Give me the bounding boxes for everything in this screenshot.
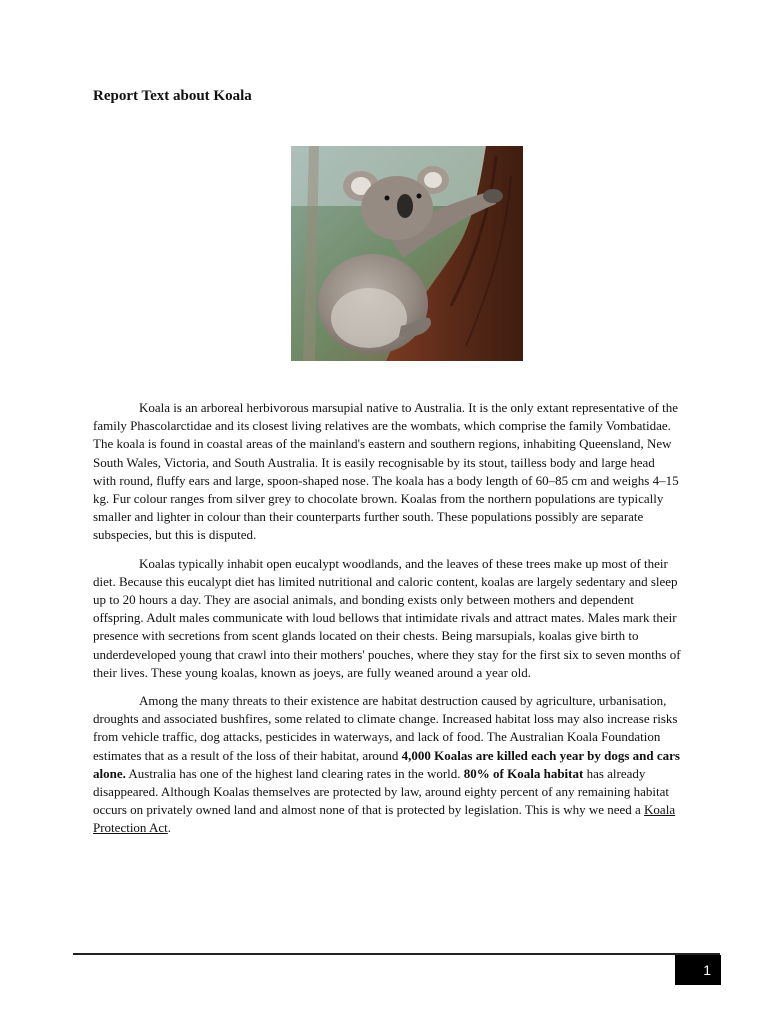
threats-bold-habitat: 80% of Koala habitat	[463, 765, 584, 781]
paragraph-threats	[93, 692, 681, 838]
koala-protection-act-link[interactable]: Koala Protection Act	[93, 802, 676, 836]
report-body	[93, 399, 681, 848]
paragraph-description: Koala is an arboreal herbivorous marsupial native to Australia. It is the only extant representative of the family Phascolarctidae and its closest living relatives are the wombats, which comprise the family Vombatidae. The koala is found in coastal areas of the mainland's eastern and southern regions, inhabiting Queensland, New South Wales, Victoria, and South Australia. It is easily recognisable by its stout, tailless body and large head with round, fluffy ears and large, spoon-shaped nose. The koala has a body length of 60–85 cm and weighs 4–15 kg. Fur colour ranges from silver grey to chocolate brown. Koalas from the northern populations are typically smaller and lighter in colour than their counterparts further south. These populations possibly are separate subspecies, but this is disputed.	[93, 400, 679, 543]
threats-text-part-2: Australia has one of the highest land clearing rates in the world.	[125, 765, 464, 781]
page-number: 1	[703, 962, 711, 978]
threats-text-part-1: Among the many threats to their existence are habitat destruction caused by agriculture, urbanisation, droughts and associated bushfires, some related to climate change. Increased habitat loss may also increase risks from vehicle traffic, dog attacks, pesticides in waterways, and lack of food. The Australian Koala Foundation estimates that as a result of the loss of their habitat, around	[93, 693, 678, 763]
threats-text-part-3: has already disappeared. Although Koalas themselves are protected by law, around eighty percent of any remaining habitat occurs on privately owned land and almost none of that is protected by legislation. This is why we need a	[93, 765, 670, 818]
footer-divider	[73, 953, 720, 955]
page-number-badge	[675, 955, 721, 985]
document-title: Report Text about Koala	[93, 88, 252, 104]
threats-bold-deaths: 4,000 Koalas are killed each year by dogs and cars alone.	[93, 747, 680, 781]
threats-text-part-4: .	[167, 820, 171, 836]
paragraph-habits: Koalas typically inhabit open eucalypt woodlands, and the leaves of these trees make up most of their diet. Because this eucalypt diet has limited nutritional and caloric content, koalas are largely sedentary and sleep up to 20 hours a day. They are asocial animals, and bonding exists only between mothers and dependent offspring. Adult males communicate with loud bellows that intimidate rivals and attract mates. Males mark their presence with secretions from scent glands located on their chests. Being marsupials, koalas give birth to underdeveloped young that crawl into their mothers' pouches, where they stay for the first six to seven months of their lives. These young koalas, known as joeys, are fully weaned around a year old.	[93, 555, 681, 680]
koala-photo	[291, 146, 523, 361]
